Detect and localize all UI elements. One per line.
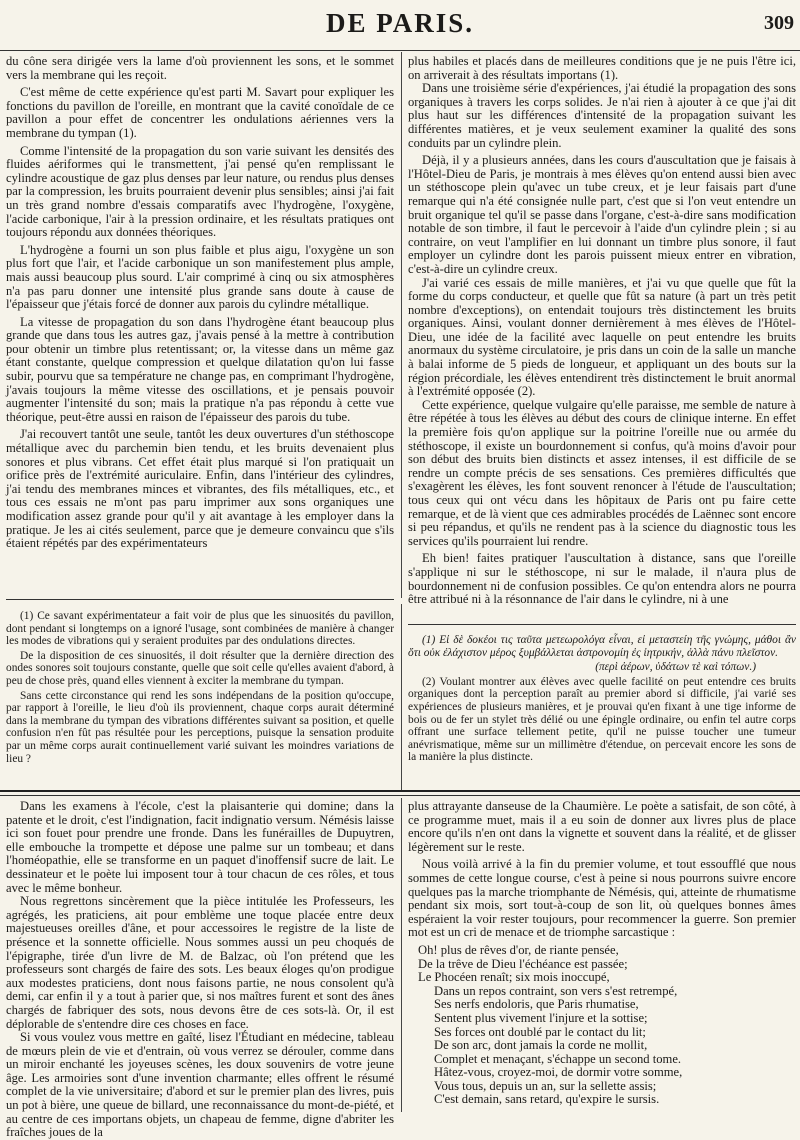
paragraph: du cône sera dirigée vers la lame d'où proviennent les sons, et le sommet vers la membrane qui les reçoit.: [6, 54, 394, 82]
footnotes-right: [408, 634, 796, 788]
poem-line: Oh! plus de rêves d'or, de riante pensée,: [418, 942, 619, 957]
poem-line: Sentent plus vivement l'injure et la sottise;: [434, 1010, 648, 1025]
column-rule-footnotes: [401, 604, 402, 790]
paragraph: La vitesse de propagation du son dans l'hydrogène étant beaucoup plus grande que dans tous les autres gaz, j'avais pensé à la mettre à contribution pour obtenir un timbre plus retentissant; or, la vitesse dans un même gaz étant constante, quelque compression et quelque dilatation qu'on lui fasse subir, pourvu que sa température ne change pas, en comprimant l'hydrogène, j'avais toujours la même vitesse des oscillations, et je pensais pouvoir augmenter l'intensité du son; mais la pratique n'a pas répondu à cette vue théorique, peut-être aussi en raison de l'épaisseur des parois du tube.: [6, 314, 394, 424]
review-column-right: [408, 800, 796, 1112]
footnotes-left: [6, 610, 394, 788]
paragraph: Dans les examens à l'école, c'est la plaisanterie qui domine; dans la patente et le droit, c'est l'indignation, facit indignatio versum. Némésis laisse ici son fouet pour prendre une fronde. Dans les funérailles de Dupuytren, elle embouche la trompette et dépose une palme sur un tombeau; et dans l'homéopathie, elle se transforme en un paquet d'inoffensif sucre de lait. Le dessinateur et le poète lui imposent tour à tour chacun de ces rôles, et tous avec le même bonheur.: [6, 799, 394, 895]
poem-line: Le Phocéen renaît; six mois inoccupé,: [418, 970, 610, 985]
paragraph: Déjà, il y a plusieurs années, dans les cours d'auscultation que je faisais à l'Hôtel-Dieu de Paris, je montrais à mes élèves qu'on entend aussi bien avec un stéthoscope plein qu'avec un tube creux, et je leur faisais part d'une remarque qui n'a été consignée nulle part, c'est que si l'on veut entendre un bruit organique tel qu'il se passe dans l'organe, c'est-à-dire sans modification notable de son timbre, il faut le percevoir à l'aide d'un cylindre plein ; si au contraire, on veut l'amplifier en lui donnant un timbre plus sonore, il faut employer un cylindre dont les parois puissent mieux entrer en vibration, c'est-à-dire un cylindre creux.: [408, 153, 796, 276]
paragraph: Dans une troisième série d'expériences, j'ai étudié la propagation des sons organiques à travers les corps solides. Je n'ai rien à ajouter à ce que j'ai dit plus haut sur les différences d'intensité de la propagation suivant les différentes matières, et je veux seulement examiner la qualité des sons conduits par un cylindre plein.: [408, 81, 796, 150]
paragraph: J'ai varié ces essais de mille manières, et j'ai vu que quelle que fût la forme du corps conducteur, et quelle que fût sa nature (à part un très petit nombre d'exceptions), on entendait toujours très distinctement les bruits organiques. Ainsi, voulant donner dernièrement à mes élèves de l'Hôtel-Dieu, une idée de la facilité avec laquelle on peut entendre les bruits anormaux du système circulatoire, je pris dans un coin de la salle un manche à balai informe de 5 pieds de longueur, et appliquant un des bouts sur la région précordiale, les élèves entendirent très distinctement le bruit anormal à l'extrémité opposée (2).: [408, 275, 796, 399]
paragraph: Nous regrettons sincèrement que la pièce intitulée les Professeurs, les agrégés, les praticiens, ait pour emblème une toque placée entre deux majestueuses oreilles d'âne, et pour accessoires le registre de la liste de présence et la sonnette officielle. Nous sommes aussi un peu choqués de l'épigraphe, tirée d'un livre de M. de Balzac, où l'on prétend que les professeurs sont chargés de faire des sots. Les beaux éloges qu'on prodigue aux modestes praticiens, dont nous faisons partie, ne nous consolent qu'à demi, car enfin il y a tout à parier que, si nos maîtres furent et sont des ânes chargés de fabriquer des sots, nous devons être de ces sots-là. Or, il est déplorable de s'entendre dire ces choses en face.: [6, 894, 394, 1031]
footnote: Sans cette circonstance qui rend les sons indépendans de la position qu'occupe, par rapport à l'oreille, le lieu d'où ils proviennent, chaque corps aurait déterminé dans la membrane du tympan des vibrations différentes suivant sa position, et quelle confusion n'en fût pas résultée pour les perceptions, puisque la sensation produite par un même corps aurait continuellement varié suivant les moindres variations de lieu ?: [6, 689, 394, 765]
footnote: (1) Ce savant expérimentateur a fait voir de plus que les sinuosités du pavillon, dont pendant si longtemps on a ignoré l'usage, sont combinées de manière à changer les modes de vibrations qui y seraient produites par des ondulations directes.: [6, 610, 394, 648]
paragraph: Comme l'intensité de la propagation du son varie suivant les densités des fluides aériformes qui le transmettent, j'ai pensé qu'en remplissant le cylindre acoustique de gaz plus denses par leur nature, ou rendus plus denses par la compression, les bruits pourraient devenir plus sensibles; ainsi j'ai fait un très grand nombre d'essais comparatifs avec l'hydrogène, l'oxygène, l'acide carbonique, l'air à la pression ordinaire, et les résultats pratiques ont toujours répondu aux données théoriques.: [6, 143, 394, 240]
footnote: De la disposition de ces sinuosités, il doit résulter que la dernière direction des ondes sonores soit toujours constante, quelle que soit celle qu'elles avaient d'abord, à peu de chose près, quand elles viennent à exciter la membrane du tympan.: [6, 649, 394, 687]
paragraph: Si vous voulez vous mettre en gaîté, lisez l'Étudiant en médecine, tableau de mœurs plein de vie et d'entrain, où vous verrez se dérouler, comme dans un miroir enchanté les joyeuses scènes, les doux souvenirs de votre jeune âge. Les armoiries sont d'une invention charmante; elles offrent le résumé complet de la vie universitaire; d'abord et sur le premier plan des livres, puis un pot à bière, une queue de billard, une reconnaissance du mont-de-piété, et au centre de ces importans objets, un chapeau de femme, digne d'abriter les fraîches joues de la: [6, 1030, 394, 1140]
paragraph: J'ai recouvert tantôt une seule, tantôt les deux ouvertures d'un stéthoscope métallique avec du parchemin bien tendu, et les bruits devenaient plus sonores et plus vibrans. Cet effet était plus marqué si l'on pratiquait un orifice près de l'extrémité auriculaire. Enfin, dans l'intérieur des cylindres, j'ai tendu des membranes minces et vibrantes, des fils métalliques, etc., et tous ces essais ne m'ont pas paru imprimer aux sons organiques une modification assez grande pour qu'il y ait avantage à les employer dans la pratique. Je les ai cités seulement, parce que je demeure convaincu que s'ils étaient répétés par des expérimentateurs: [6, 427, 394, 551]
section-separator-thin: [0, 795, 800, 796]
quotation-source: (περὶ ἀέρων, ὑδάτων τὲ καὶ τόπων.): [595, 661, 756, 674]
paragraph: L'hydrogène a fourni un son plus faible et plus aigu, l'oxygène un son plus fort que l'air, et l'acide carbonique un son manifestement plus ample, mais aussi beaucoup plus sourd. L'air comprimé à cinq ou six atmosphères n'a pas paru donner une intensité plus grande sans doute à cause de l'épaisseur que j'étais forcé de donner aux parois du cylindre métallique.: [6, 242, 394, 312]
poem-line: Complet et menaçant, s'échappe un second tome.: [434, 1051, 682, 1066]
poem-line: Hâtez-vous, croyez-moi, de dormir votre somme,: [434, 1065, 683, 1080]
poem-line: De la trêve de Dieu l'échéance est passée;: [418, 956, 628, 971]
article-column-right: [408, 55, 796, 620]
article-column-left: [6, 55, 394, 595]
column-rule-top: [401, 52, 402, 598]
poem-line: Vous tous, depuis un an, sur la sellette assis;: [434, 1078, 657, 1093]
paragraph: plus attrayante danseuse de la Chaumière. Le poète a satisfait, de son côté, à ce programme muet, mais il a eu soin de donner aux livres plus de place encore qu'ils n'en ont dans la vignette et souvent dans la réalité, et de glisser légèrement sur le reste.: [408, 799, 796, 854]
poem-line: De son arc, dont jamais la corde ne mollit,: [434, 1038, 648, 1053]
page-header: [0, 0, 800, 51]
poem: [418, 944, 796, 1107]
poem-line: Ses forces ont doublé par le contact du lit;: [434, 1024, 646, 1039]
poem-line: Dans un repos contraint, son vers s'est retrempé,: [434, 983, 678, 998]
review-column-left: [6, 799, 394, 1140]
running-title: DE PARIS.: [325, 8, 475, 38]
column-rule-bottom: [401, 798, 402, 1112]
poem-line: Ses nerfs endoloris, que Paris rhumatise,: [434, 997, 639, 1012]
paragraph: plus habiles et placés dans de meilleures conditions que je ne puis l'être ici, on arriverait à des résultats importans (1).: [408, 54, 796, 82]
page-number: 309: [764, 12, 794, 34]
greek-quotation: (1) Εἰ δὲ δοκέοι τις ταῦτα μετεωρολόγα εἶναι, εἰ μεταστείη τῆς γνώμης, μάθοι ἂν ὅτι οὐκ ἐλάχιστον μέρος ξυμβάλλεται ἀστρονομίη ἐς ἰητρικήν, ἀλλὰ πάνυ πλεῖστον.: [408, 634, 796, 659]
paragraph: Cette expérience, quelque vulgaire qu'elle paraisse, me semble de nature à être répétée à tous les élèves au début des cours de clinique interne. En effet la première fois qu'on applique sur la poitrine l'oreille nue ou armée du stéthoscope, il existe un bourdonnement si confus, qu'à moins d'avoir pour son début des bruits bien distincts et assez intenses, il est difficile de se rendre un compte précis de ses sensations. Ces premières difficultés que s'exagèrent les élèves, les font souvent renoncer à l'étude de l'auscultation; tous ceux qui ont vécu dans les hôpitaux de Paris ont pu faire cette remarque, et de là vient que ces admirables procédés de Laënnec sont encore si peu répandus, et qu'ils ne rendent pas à la science du diagnostic tous les services qu'ils pourraient lui rendre.: [408, 397, 796, 548]
paragraph: C'est même de cette expérience qu'est parti M. Savart pour expliquer les fonctions du pavillon de l'oreille, en montrant que la cavité conoïdale de ce pavillon a pour effet de concentrer les ondulations aériennes vers la membrane du tympan (1).: [6, 85, 394, 140]
section-separator: [0, 790, 800, 792]
footnote-rule-left: [6, 599, 394, 600]
footnote-rule-right: [408, 624, 796, 625]
paragraph: Eh bien! faites pratiquer l'auscultation à distance, sans que l'oreille s'applique ni sur le stéthoscope, ni sur le malade, il n'aura plus de bourdonnement ni de confusion possibles. Ce qu'on entendra alors ne pourra être attribué ni à la résonnance de l'air dans le cylindre, ni à une: [408, 551, 796, 607]
poem-line: C'est demain, sans retard, qu'expire le sursis.: [434, 1092, 660, 1107]
footnote: (2) Voulant montrer aux élèves avec quelle facilité on peut entendre ces bruits organiques dont la perception paraît au premier abord si difficile, j'ai varié ses expériences de plusieurs manières, et je prouvai qu'en fixant à une tige informe de bois ou de fer un stylet très délié ou une épingle ordinaire, ou enfin tel autre corps offrant une surface tellement petite, qu'il ne puisse toucher une tumeur anévrismatique, même sur un millimètre d'étendue, on percevait encore les sons de la manière la plus distincte.: [408, 675, 796, 764]
paragraph: Nous voilà arrivé à la fin du premier volume, et tout essoufflé que nous sommes de cette longue course, c'est à peine si nous pourrons suivre encore quelques pas la marche triomphante de Némésis, qui, atteinte de rhumatisme pendant six mois, sort tout-à-coup de son lit, où quelques bonnes âmes espéraient la voir rester toujours, pour recommencer la guerre. Son premier mot est un cri de menace et de triomphe sarcastique :: [408, 857, 796, 940]
